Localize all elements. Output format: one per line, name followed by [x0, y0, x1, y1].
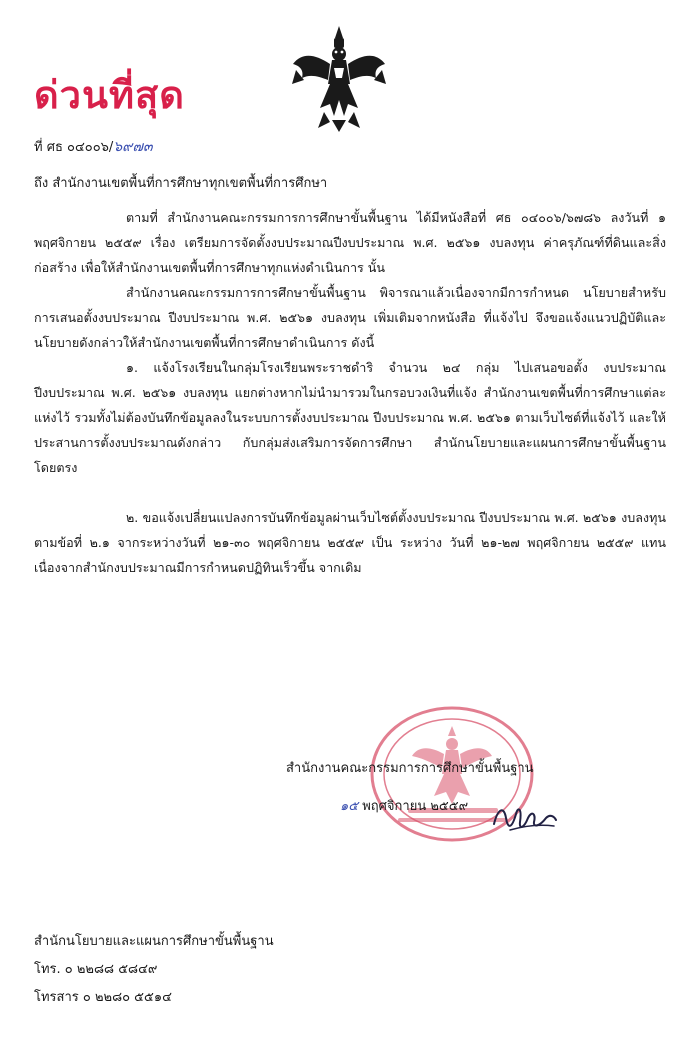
paragraph-3: ๑. แจ้งโรงเรียนในกลุ่มโรงเรียนพระราชดำริ จำนวน ๒๔ กลุ่ม ไปเสนอขอตั้ง งบประมาณปีงบประมาณ พ.ศ. ๒๕๖๑ งบลงทุน แยกต่างหากไม่นำมารวมในกรอบวงเงินที่แจ้ง สำนักงานเขตพื้นที่การศึกษาแต่ละแห่งไว้ รวมทั้งไม่ต้องบันทึกข้อมูลลงในระบบการตั้งงบประมาณ ปีงบประมาณ พ.ศ. ๒๕๖๑ ตามเว็บไซต์ที่แจ้งไว้ และให้ประสานการตั้งงบประมาณดังกล่าว กับกลุ่มส่งเสริมการจัดการศึกษา สำนักนโยบายและแผนการศึกษาขั้นพื้นฐานโดยตรง	[34, 360, 666, 475]
footer-fax: โทรสาร ๐ ๒๒๘๐ ๕๕๑๔	[34, 990, 172, 1005]
paragraph-1: ตามที่ สำนักงานคณะกรรมการการศึกษาขั้นพื้นฐาน ได้มีหนังสือที่ ศธ ๐๔๐๐๖/๖๗๘๖ ลงวันที่ ๑ พฤศจิกายน ๒๕๕๙ เรื่อง เตรียมการจัดตั้งงบประมาณปีงบประมาณ พ.ศ. ๒๕๖๑ งบลงทุน ค่าครุภัณฑ์ที่ดินและสิ่งก่อสร้าง เพื่อให้สำนักงานเขตพื้นที่การศึกษาทุกแห่งดำเนินการ นั้น	[34, 210, 666, 275]
date-month-year: พฤศจิกายน ๒๕๕๙	[362, 799, 469, 814]
date-day-handwritten: ๑๕	[340, 799, 359, 814]
signing-date	[340, 795, 468, 816]
footer-department: สำนักนโยบายและแผนการศึกษาขั้นพื้นฐาน	[34, 934, 274, 949]
paragraph-4: ๒. ขอแจ้งเปลี่ยนแปลงการบันทึกข้อมูลผ่านเว็บไซต์ตั้งงบประมาณ ปีงบประมาณ พ.ศ. ๒๕๖๑ งบลงทุน ตามข้อที่ ๒.๑ จากระหว่างวันที่ ๒๑-๓๐ พฤศจิกายน ๒๕๕๙ เป็น ระหว่าง วันที่ ๒๑-๒๗ พฤศจิกายน ๒๕๕๙ แทน เนื่องจากสำนักงบประมาณมีการกำหนดปฏิทินเร็วขึ้น จากเดิม	[34, 510, 666, 575]
reference-handwritten-number: ๖๙๗๓	[113, 139, 153, 155]
handwritten-signature-icon	[490, 800, 560, 836]
signer-name: สำนักงานคณะกรรมการการศึกษาขั้นพื้นฐาน	[286, 761, 534, 776]
footer-phone: โทร. ๐ ๒๒๘๘ ๕๘๔๙	[34, 962, 158, 977]
urgent-heading: ด่วนที่สุด	[34, 73, 185, 117]
reference-number	[34, 136, 153, 158]
contact-footer	[34, 928, 274, 1012]
paragraph-2: สำนักงานคณะกรรมการการศึกษาขั้นพื้นฐาน พิจารณาแล้วเนื่องจากมีการกำหนด นโยบายสำหรับการเสนอตั้งงบประมาณ ปีงบประมาณ พ.ศ. ๒๕๖๑ งบลงทุน เพิ่มเติมจากหนังสือ ที่แจ้งไป จึงขอแจ้งแนวปฏิบัติและนโยบายดังกล่าวให้สำนักงานเขตพื้นที่การศึกษาดำเนินการ ดังนี้	[34, 285, 666, 350]
addressee-line: ถึง สำนักงานเขตพื้นที่การศึกษาทุกเขตพื้นที่การศึกษา	[34, 176, 328, 191]
garuda-emblem-icon	[290, 24, 388, 132]
reference-prefix: ที่ ศธ ๐๔๐๐๖/	[34, 140, 114, 155]
